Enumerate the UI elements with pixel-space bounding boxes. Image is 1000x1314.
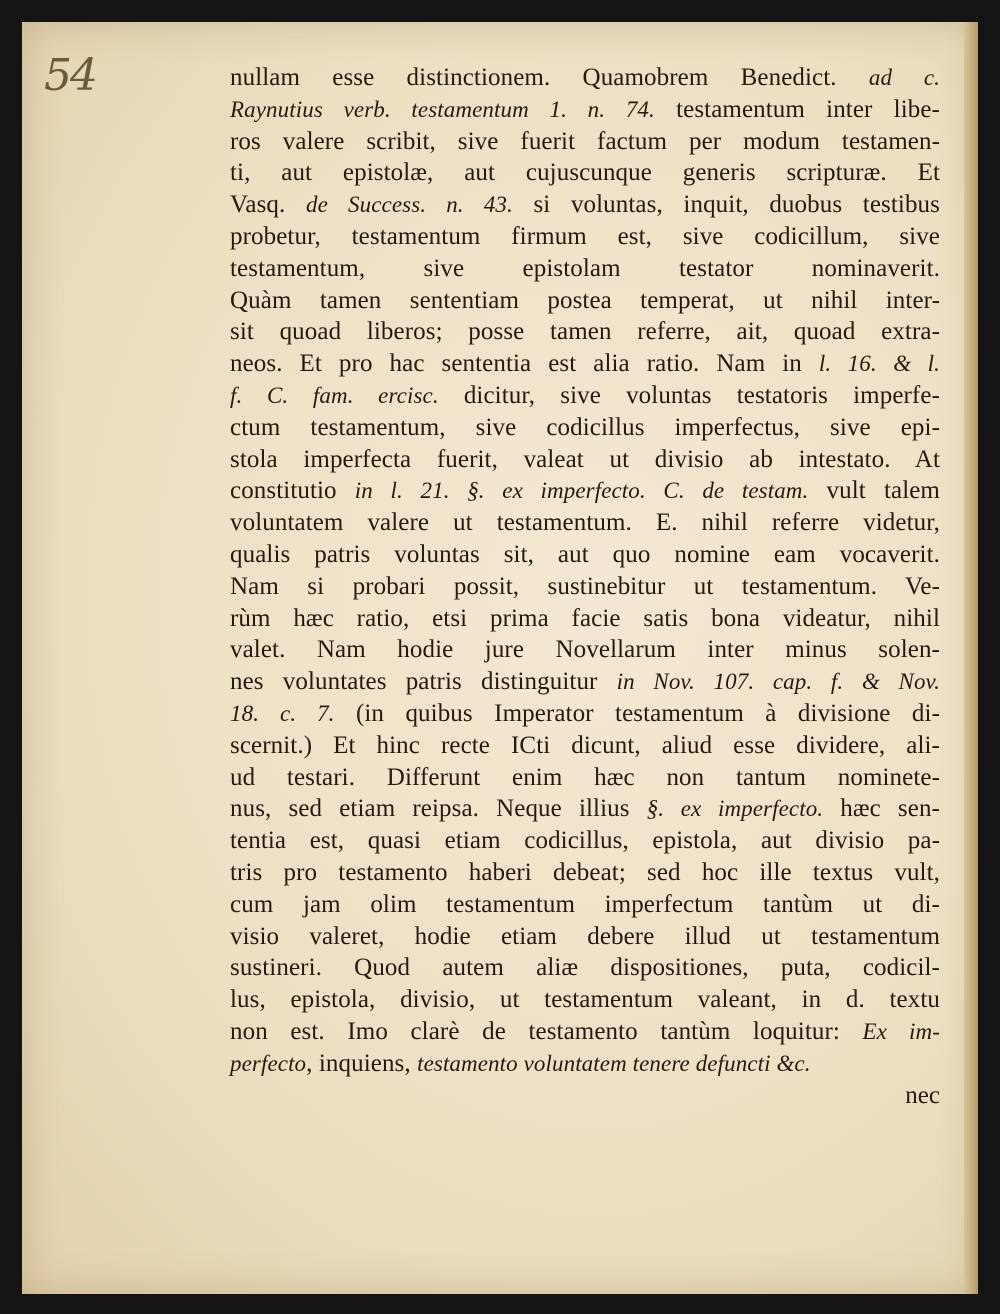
text-run: tris pro testamento haberi debeat; sed hoc ille textus vult, — [230, 858, 940, 886]
text-line — [230, 444, 940, 476]
text-run: scernit.) Et hinc recte ICti dicunt, aliud esse dividere, ali- — [230, 731, 940, 759]
text-run: (in quibus Imperator testamentum à divisione di- — [334, 699, 940, 727]
text-line — [230, 603, 940, 635]
text-run: ctum testamentum, sive codicillus imperfectus, sive epi- — [230, 413, 940, 441]
text-run: Vasq. — [230, 191, 306, 219]
text-line — [230, 666, 940, 698]
text-line — [230, 825, 940, 857]
body-text — [230, 62, 940, 1111]
text-run: valet. Nam hodie jure Novellarum inter minus solen- — [230, 636, 940, 664]
text-line — [230, 762, 940, 794]
text-run: vult talem — [808, 477, 940, 505]
text-line — [230, 1048, 940, 1080]
page-edge — [964, 22, 978, 1294]
text-line — [230, 157, 940, 189]
text-run: nes voluntates patris distinguitur — [230, 668, 617, 696]
text-line — [230, 698, 940, 730]
text-run: sit quoad liberos; posse tamen referre, ait, quoad extra- — [230, 318, 940, 346]
text-run: ud testari. Differunt enim hæc non tantum nominete- — [230, 763, 940, 791]
text-run: , inquiens, — [306, 1049, 418, 1077]
text-line — [230, 126, 940, 158]
text-run: ti, aut epistolæ, aut cujuscunque generis scripturæ. Et — [230, 159, 940, 187]
text-run: Nam si probari possit, sustinebitur ut testamentum. Ve- — [230, 572, 940, 600]
text-line — [230, 475, 940, 507]
text-line — [230, 1016, 940, 1048]
text-run: neos. Et pro hac sententia est alia ratio. Nam in — [230, 350, 819, 378]
text-line — [230, 952, 940, 984]
text-run: nus, sed etiam reipsa. Neque illius — [230, 795, 647, 823]
page-number: 54 — [44, 50, 96, 101]
text-run: sustineri. Quod autem aliæ dispositiones, puta, codicil- — [230, 954, 940, 982]
text-run: non est. Imo clarè de testamento tantùm loquitur: — [230, 1017, 863, 1045]
text-line — [230, 793, 940, 825]
text-run: stola imperfecta fuerit, valeat ut divisio ab intestato. At — [230, 445, 940, 473]
book-page — [22, 22, 978, 1294]
text-line — [230, 221, 940, 253]
italic-citation: 18. c. 7. — [230, 700, 335, 726]
italic-citation: Raynutius verb. testamentum 1. n. 74. — [230, 96, 655, 122]
text-line — [230, 62, 940, 94]
text-run: nullam esse distinctionem. Quamobrem Benedict. — [230, 64, 869, 91]
text-run: Quàm tamen sententiam postea temperat, ut nihil inter- — [230, 286, 940, 314]
text-run: voluntatem valere ut testamentum. E. nihil referre videtur, — [230, 509, 940, 537]
text-run: probetur, testamentum firmum est, sive codicillum, sive — [230, 222, 940, 250]
text-line — [230, 857, 940, 889]
text-line — [230, 348, 940, 380]
text-run: ros valere scribit, sive fuerit factum per modum testamen- — [230, 127, 940, 155]
text-line — [230, 253, 940, 285]
italic-citation: testamento voluntatem tenere defuncti &c. — [417, 1050, 811, 1076]
text-line — [230, 94, 940, 126]
text-line — [230, 889, 940, 921]
text-line — [230, 316, 940, 348]
text-run: constitutio — [230, 477, 355, 505]
italic-citation: §. ex imperfecto. — [646, 796, 824, 822]
text-line — [230, 285, 940, 317]
text-line — [230, 189, 940, 221]
catchword: nec — [905, 1081, 940, 1109]
italic-citation: de Success. n. 43. — [305, 192, 513, 218]
italic-citation: perfecto — [230, 1050, 307, 1076]
text-line — [230, 730, 940, 762]
italic-citation: f. C. fam. ercisc. — [230, 382, 439, 408]
text-line — [230, 380, 940, 412]
text-run: tentia est, quasi etiam codicillus, epistola, aut divisio pa- — [230, 827, 940, 855]
text-run: lus, epistola, divisio, ut testamentum valeant, in d. textu — [230, 986, 940, 1014]
text-line — [230, 571, 940, 603]
text-line — [230, 984, 940, 1016]
italic-citation: ad c. — [868, 65, 940, 90]
text-line — [230, 412, 940, 444]
text-line — [230, 507, 940, 539]
text-run: dicitur, sive voluntas testatoris imperfe- — [438, 381, 940, 409]
text-line — [230, 921, 940, 953]
text-run: cum jam olim testamentum imperfectum tantùm ut di- — [230, 890, 940, 918]
italic-citation: Ex im- — [862, 1018, 940, 1044]
text-run: rùm hæc ratio, etsi prima facie satis bona videatur, nihil — [230, 604, 940, 632]
text-line — [230, 634, 940, 666]
text-run: testamentum, sive epistolam testator nominaverit. — [230, 254, 940, 282]
text-run: si voluntas, inquit, duobus testibus — [512, 191, 940, 219]
italic-citation: in Nov. 107. cap. f. & Nov. — [616, 669, 940, 695]
italic-citation: l. 16. & l. — [818, 351, 940, 377]
text-run: testamentum inter libe- — [654, 95, 940, 123]
italic-citation: in l. 21. §. ex imperfecto. C. de testam. — [354, 478, 809, 504]
text-line — [230, 539, 940, 571]
text-run: visio valeret, hodie etiam debere illud ut testamentum — [230, 922, 940, 950]
text-run: qualis patris voluntas sit, aut quo nomine eam vocaverit. — [230, 540, 940, 568]
text-run: hæc sen- — [823, 795, 940, 823]
